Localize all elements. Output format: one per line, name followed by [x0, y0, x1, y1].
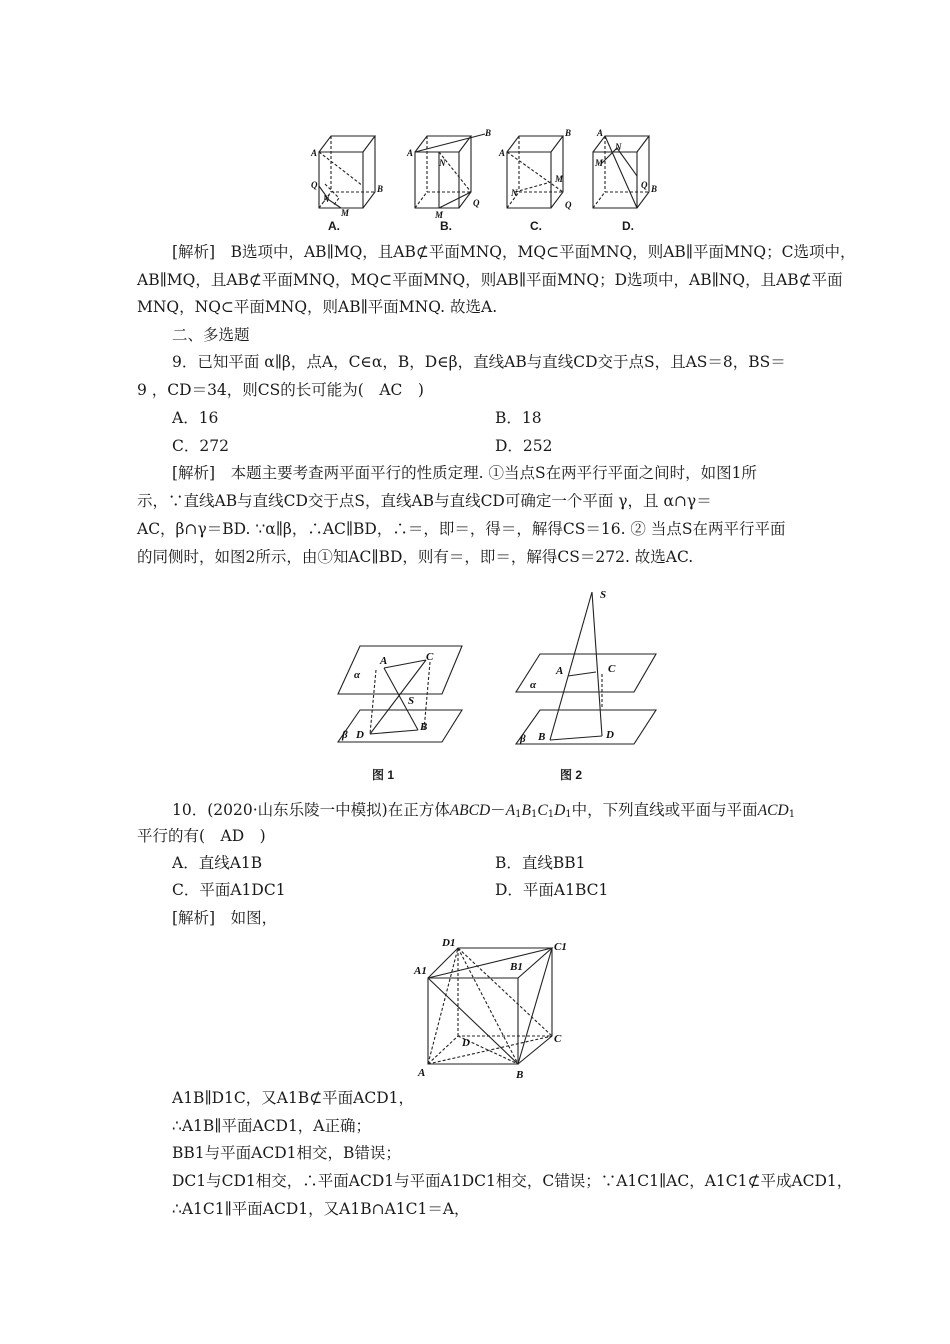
q10-stem-line-2: 平行的有( AD ): [137, 827, 266, 845]
q9-analysis-line-4: 的同侧时，如图2所示，由①知AC∥BD，则有＝，即＝，解得CS＝272. 故选AC.: [137, 548, 694, 566]
q8-label-c: C.: [530, 219, 542, 233]
fig2-label-s: S: [600, 589, 607, 601]
q9-stem-line-1: 9．已知平面 α∥β，点A，C∈α，B，D∈β，直线AB与直线CD交于点S，且AS＝8，BS＝: [172, 353, 786, 371]
svg-text:Q: Q: [641, 180, 648, 190]
fig1-label-a: A: [380, 655, 388, 667]
q8-cube-figures: [305, 126, 658, 236]
q9-option-d: D．252: [495, 437, 553, 455]
svg-text:Q: Q: [565, 200, 572, 210]
q8-label-d: D.: [622, 219, 634, 233]
svg-text:B: B: [565, 128, 572, 138]
svg-text:M: M: [555, 174, 564, 184]
q10-solution-line-3: BB1与平面ACD1相交，B错误；: [172, 1144, 401, 1162]
q8-analysis-line-1: [解析] B选项中，AB∥MQ，且AB⊄平面MNQ，MQ⊂平面MNQ，则AB∥平面MNQ；C选项中，: [172, 243, 856, 261]
q10-option-b: B．直线BB1: [495, 854, 586, 872]
cube-label-c: C: [554, 1033, 562, 1045]
cube-label-a1: A1: [414, 965, 427, 977]
fig1-label-s: S: [408, 695, 415, 707]
svg-text:B: B: [377, 184, 384, 194]
svg-text:A: A: [597, 128, 604, 138]
cube-label-a: A: [418, 1067, 426, 1079]
svg-text:A: A: [407, 148, 414, 158]
svg-text:N: N: [439, 158, 446, 168]
q9-figure-1: [330, 640, 470, 750]
q10-cube-figure: [412, 936, 572, 1082]
q9-option-a: A．16: [172, 409, 219, 427]
fig1-caption: 图 1: [372, 768, 395, 782]
svg-text:Q: Q: [311, 180, 318, 190]
svg-text:N: N: [615, 142, 622, 152]
section-title: 二、多选题: [172, 326, 250, 344]
q10-option-c: C．平面A1DC1: [172, 881, 286, 899]
fig2-label-alpha: α: [530, 679, 537, 691]
q10-solution-line-5: ∴A1C1∥平面ACD1，又A1B∩A1C1＝A，: [172, 1200, 470, 1218]
q9-stem-line-2: 9 ，CD＝34，则CS的长可能为( AC ): [137, 381, 424, 399]
cube-label-b1: B1: [510, 961, 523, 973]
fig2-label-d: D: [606, 729, 614, 741]
svg-text:N: N: [323, 194, 330, 204]
fig1-label-beta: β: [342, 729, 348, 741]
fig2-label-beta: β: [520, 733, 526, 745]
q10-option-a: A．直线A1B: [172, 854, 263, 872]
q10-stem-line-1: 10．(2020·山东乐陵一中模拟)在正方体$ABCD-A_1B_1C_1D_1$中，下列直线或平面与平面$ACD_1$: [172, 801, 796, 820]
q9-analysis-line-3: AC，β∩γ＝BD. ∵α∥β，∴AC∥BD，∴＝，即＝，得＝，解得CS＝16. ② 当点S在两平行平面: [137, 520, 786, 538]
q10-analysis-intro: [解析] 如图，: [172, 909, 278, 927]
q9-option-c: C．272: [172, 437, 229, 455]
cube-label-d1: D1: [442, 937, 456, 949]
q10-option-d: D．平面A1BC1: [495, 881, 609, 899]
svg-text:M: M: [435, 210, 444, 220]
cube-label-c1: C1: [554, 941, 567, 953]
q9-analysis-line-1: [解析] 本题主要考查两平面平行的性质定理. ①当点S在两平行平面之间时，如图1所: [172, 464, 757, 482]
svg-text:N: N: [511, 188, 518, 198]
svg-text:Q: Q: [473, 198, 480, 208]
svg-text:M: M: [341, 208, 350, 218]
fig1-label-c: C: [426, 651, 434, 663]
q9-analysis-line-2: 示，∵直线AB与直线CD交于点S，直线AB与直线CD可确定一个平面 γ，且 α∩γ＝: [137, 492, 712, 510]
fig1-label-b: B: [420, 721, 428, 733]
fig1-label-d: D: [356, 729, 364, 741]
fig2-caption: 图 2: [560, 768, 583, 782]
q10-solution-line-2: ∴A1B∥平面ACD1，A正确；: [172, 1117, 372, 1135]
svg-text:A: A: [499, 148, 506, 158]
q8-analysis-line-2: AB∥MQ，且AB⊄平面MNQ，MQ⊂平面MNQ，则AB∥平面MNQ；D选项中，AB∥NQ，且AB⊄平面: [137, 271, 843, 289]
fig2-label-b: B: [538, 731, 546, 743]
svg-text:M: M: [595, 158, 604, 168]
fig1-label-alpha: α: [354, 669, 361, 681]
q8-label-a: A.: [328, 219, 340, 233]
q9-figure-2: [510, 586, 660, 756]
svg-text:B: B: [651, 184, 658, 194]
q10-solution-line-4: DC1与CD1相交，∴平面ACD1与平面A1DC1相交，C错误；∵A1C1∥AC，A1C1⊄平成ACD1，: [172, 1172, 853, 1190]
cube-label-d: D: [462, 1037, 470, 1049]
q8-label-b: B.: [440, 219, 452, 233]
cube-label-b: B: [516, 1069, 524, 1081]
svg-text:B: B: [485, 128, 492, 138]
q10-solution-line-1: A1B∥D1C，又A1B⊄平面ACD1，: [172, 1089, 415, 1107]
fig2-label-c: C: [608, 663, 616, 675]
q9-option-b: B．18: [495, 409, 542, 427]
q8-analysis-line-3: MNQ，NQ⊂平面MNQ，则AB∥平面MNQ. 故选A.: [137, 298, 498, 316]
fig2-label-a: A: [556, 665, 564, 677]
svg-text:A: A: [311, 148, 318, 158]
